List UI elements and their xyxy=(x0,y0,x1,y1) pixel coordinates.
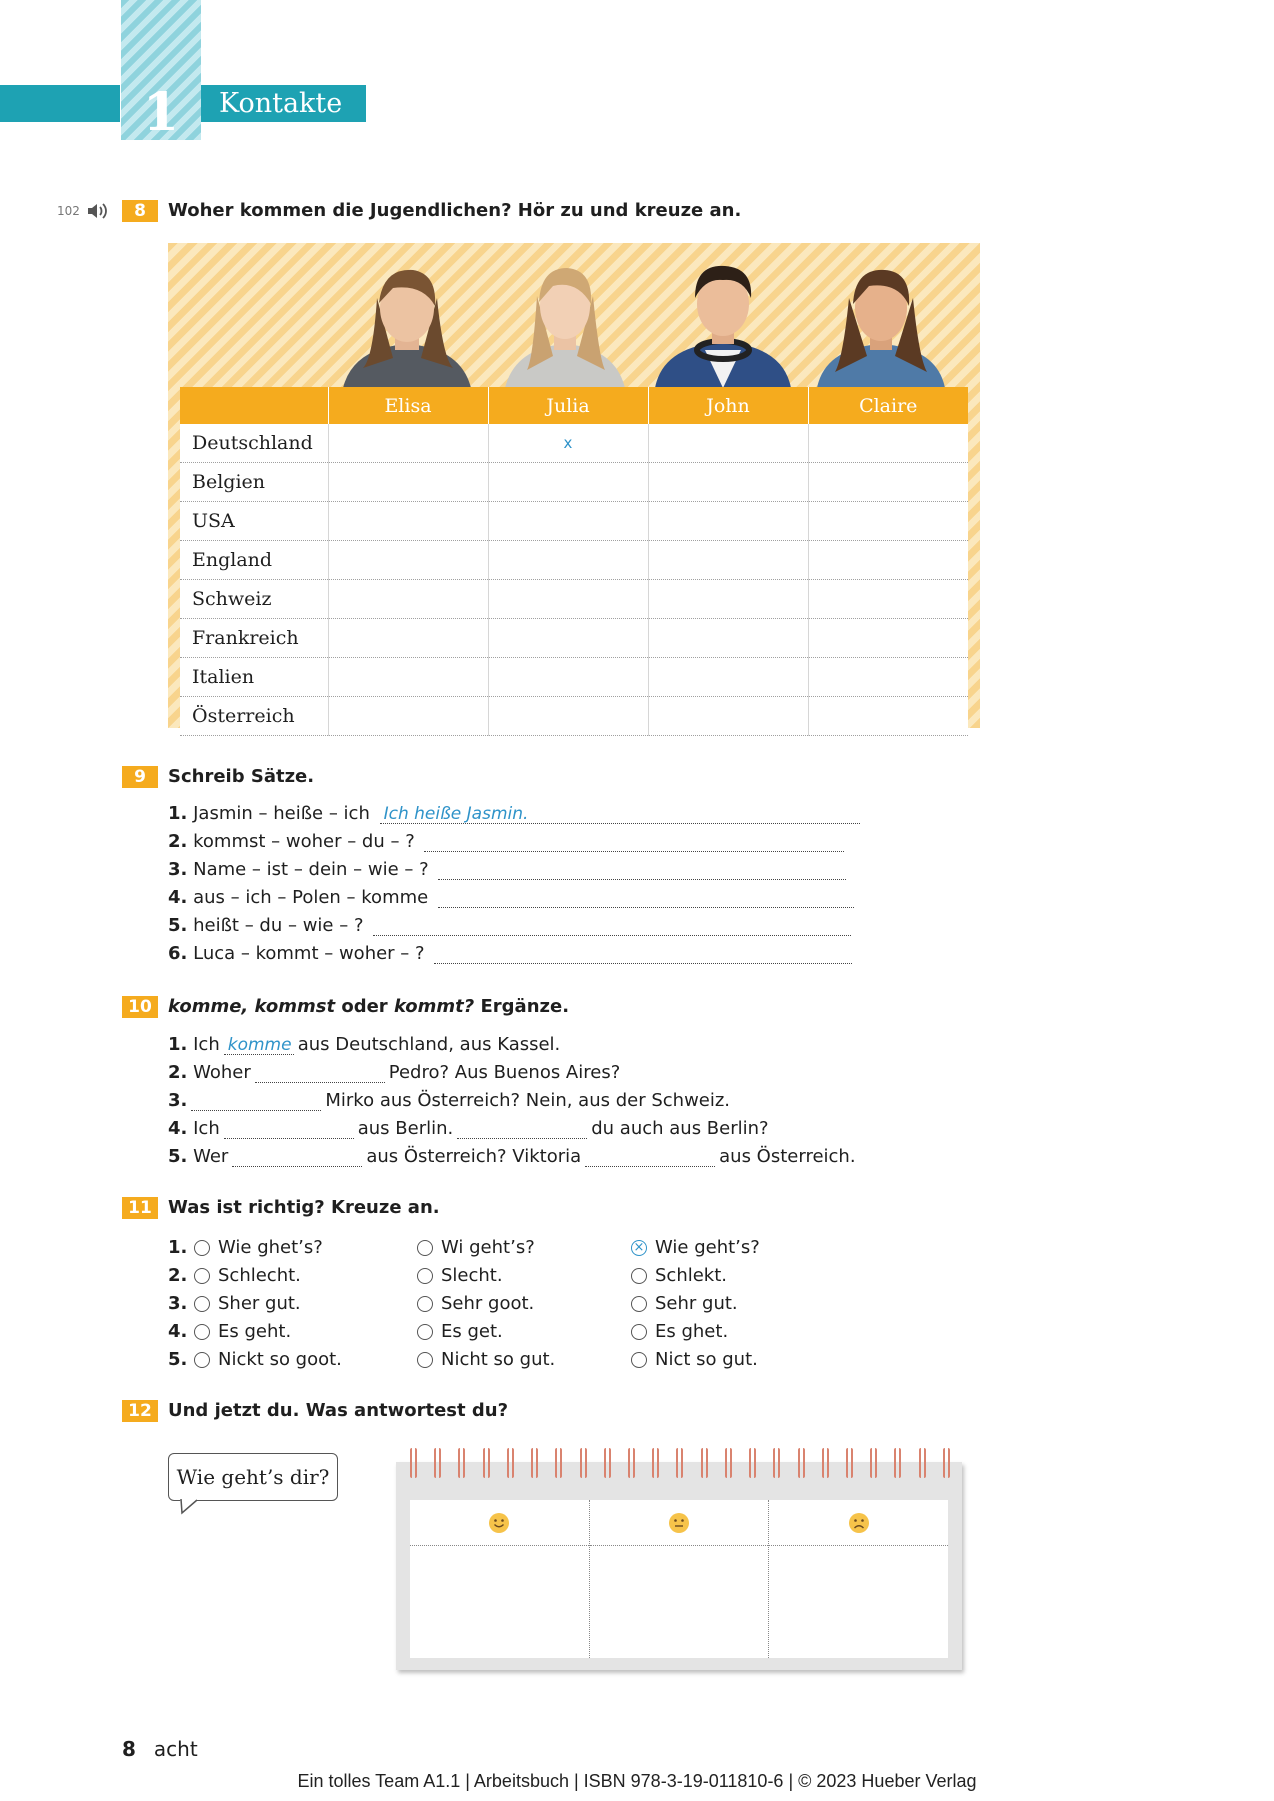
answer-line[interactable] xyxy=(424,831,844,852)
photo-julia xyxy=(491,258,639,388)
table-row xyxy=(180,541,968,580)
answer-area-happy[interactable] xyxy=(410,1546,589,1658)
item-text: aus Deutschland, aus Kassel. xyxy=(297,1034,561,1055)
radio-circle[interactable] xyxy=(417,1352,433,1368)
ex9-item xyxy=(168,915,855,936)
ex10-item xyxy=(168,1118,769,1139)
answer-cell[interactable] xyxy=(648,463,808,502)
option-label: Nickt so goot. xyxy=(218,1349,342,1370)
option[interactable] xyxy=(417,1349,555,1370)
item-number: 5. xyxy=(168,915,188,936)
table-row xyxy=(180,619,968,658)
option-label: Sher gut. xyxy=(218,1293,301,1314)
header-person: Julia xyxy=(488,387,648,424)
column-happy xyxy=(410,1500,589,1658)
item-number: 3. xyxy=(168,1090,188,1111)
item-text: Pedro? Aus Buenos Aires? xyxy=(388,1062,621,1083)
country-label: Italien xyxy=(180,658,328,697)
answer-line[interactable] xyxy=(373,915,851,936)
audio-track-number: 102 xyxy=(57,204,80,218)
item-text: aus Berlin. xyxy=(357,1118,454,1139)
answer-line[interactable] xyxy=(585,1146,715,1167)
answer-cell[interactable] xyxy=(328,502,488,541)
answer-cell[interactable] xyxy=(328,541,488,580)
item-number: 2. xyxy=(168,1062,188,1083)
ex9-item xyxy=(168,859,850,880)
item-prompt: Jasmin – heiße – ich xyxy=(193,803,370,824)
radio-circle[interactable] xyxy=(631,1296,647,1312)
item-number: 5. xyxy=(168,1349,188,1370)
answer-cell[interactable] xyxy=(648,580,808,619)
radio-circle[interactable] xyxy=(194,1324,210,1340)
answer-cell[interactable] xyxy=(648,619,808,658)
answer-cell[interactable] xyxy=(808,619,968,658)
radio-circle[interactable] xyxy=(194,1240,210,1256)
option-label: Es get. xyxy=(441,1321,503,1342)
header-empty xyxy=(180,387,328,424)
option[interactable] xyxy=(631,1265,727,1286)
table-row xyxy=(180,424,968,463)
radio-circle[interactable] xyxy=(417,1324,433,1340)
country-label: USA xyxy=(180,502,328,541)
speech-bubble-tail xyxy=(180,1499,204,1515)
item-text: Woher xyxy=(193,1062,251,1083)
answer-cell[interactable] xyxy=(648,658,808,697)
table-row xyxy=(180,502,968,541)
ex9-item xyxy=(168,887,858,908)
ex9-item xyxy=(168,943,856,964)
answer-cell[interactable] xyxy=(808,502,968,541)
option-label: Es ghet. xyxy=(655,1321,729,1342)
ex10-item xyxy=(168,1062,620,1083)
answer-cell[interactable] xyxy=(328,424,488,463)
option[interactable] xyxy=(194,1293,301,1314)
item-number: 4. xyxy=(168,887,188,908)
answer-line[interactable] xyxy=(434,943,852,964)
answer-grid xyxy=(410,1500,948,1658)
page-number xyxy=(122,1737,198,1761)
answer-cell[interactable] xyxy=(648,541,808,580)
item-number: 6. xyxy=(168,943,188,964)
ex10-item xyxy=(168,1090,730,1111)
item-text: aus Österreich. xyxy=(719,1146,856,1167)
example-answer: komme xyxy=(227,1035,292,1055)
country-label: Frankreich xyxy=(180,619,328,658)
option[interactable] xyxy=(194,1237,323,1258)
exercise-8-number: 8 xyxy=(122,200,158,222)
exercise-9-title: Schreib Sätze. xyxy=(168,766,315,787)
photo-elisa xyxy=(333,258,481,388)
answer-line[interactable] xyxy=(191,1090,321,1111)
speaker-icon xyxy=(86,202,108,220)
answer-cell[interactable] xyxy=(648,502,808,541)
radio-circle[interactable] xyxy=(417,1296,433,1312)
item-prompt: Luca – kommt – woher – ? xyxy=(193,943,425,964)
radio-circle[interactable] xyxy=(631,1324,647,1340)
title-rest: Ergänze. xyxy=(480,996,570,1017)
item-number: 4. xyxy=(168,1118,188,1139)
item-number: 5. xyxy=(168,1146,188,1167)
option[interactable] xyxy=(417,1293,534,1314)
exercise-10-number: 10 xyxy=(122,996,158,1018)
item-prompt: heißt – du – wie – ? xyxy=(193,915,364,936)
notepad-rings xyxy=(410,1448,950,1484)
answer-area-neutral[interactable] xyxy=(590,1546,769,1658)
answer-cell[interactable] xyxy=(488,619,648,658)
option[interactable] xyxy=(417,1321,503,1342)
option[interactable] xyxy=(631,1293,738,1314)
table-header-row xyxy=(180,387,968,424)
exercise-8-table xyxy=(180,387,968,736)
radio-circle[interactable] xyxy=(194,1352,210,1368)
option-label: Nicht so gut. xyxy=(441,1349,556,1370)
table-row xyxy=(180,463,968,502)
answer-cell[interactable] xyxy=(488,463,648,502)
item-number: 2. xyxy=(168,831,188,852)
option-label: Wi geht’s? xyxy=(441,1237,535,1258)
radio-circle[interactable] xyxy=(194,1268,210,1284)
happy-face-icon xyxy=(488,1512,510,1534)
option[interactable] xyxy=(417,1237,535,1258)
item-number: 1. xyxy=(168,803,188,824)
sad-face-icon xyxy=(848,1512,870,1534)
exercise-12-number: 12 xyxy=(122,1400,158,1422)
option-label: Sehr goot. xyxy=(441,1293,535,1314)
answer-cell[interactable] xyxy=(488,541,648,580)
answer-cell[interactable] xyxy=(808,658,968,697)
item-text: aus Österreich? Viktoria xyxy=(366,1146,582,1167)
answer-cell[interactable] xyxy=(328,658,488,697)
option-label: Es geht. xyxy=(218,1321,292,1342)
item-number: 4. xyxy=(168,1321,188,1342)
option-label: Slecht. xyxy=(441,1265,503,1286)
answer-line[interactable] xyxy=(438,859,846,880)
option[interactable] xyxy=(194,1321,291,1342)
item-number: 1. xyxy=(168,1237,188,1258)
example-answer: Ich heiße Jasmin. xyxy=(383,804,529,824)
ex9-item xyxy=(168,831,848,852)
radio-circle[interactable] xyxy=(417,1268,433,1284)
country-label: England xyxy=(180,541,328,580)
answer-cell[interactable] xyxy=(488,502,648,541)
answer-cell[interactable] xyxy=(648,697,808,736)
option-label: Wie ghet’s? xyxy=(218,1237,323,1258)
title-italic: komme, kommst xyxy=(168,996,336,1017)
radio-circle[interactable] xyxy=(417,1240,433,1256)
answer-line[interactable] xyxy=(224,1034,294,1055)
country-label: Deutschland xyxy=(180,424,328,463)
page-number-word: acht xyxy=(153,1737,198,1761)
answer-cell[interactable] xyxy=(328,463,488,502)
footer-credit: Ein tolles Team A1.1 | Arbeitsbuch | ISBN 978-3-19-011810-6 | © 2023 Hueber Verlag xyxy=(297,1771,977,1791)
header-person: Elisa xyxy=(328,387,488,424)
item-number: 3. xyxy=(168,1293,188,1314)
column-sad xyxy=(768,1500,948,1658)
country-label: Schweiz xyxy=(180,580,328,619)
photo-claire xyxy=(807,258,955,388)
answer-line[interactable] xyxy=(380,803,860,824)
table-row xyxy=(180,697,968,736)
ex9-item xyxy=(168,803,864,824)
country-label: Belgien xyxy=(180,463,328,502)
answer-cell[interactable] xyxy=(648,424,808,463)
item-text: du auch aus Berlin? xyxy=(591,1118,769,1139)
answer-line[interactable] xyxy=(232,1146,362,1167)
exercise-8-title: Woher kommen die Jugendlichen? Hör zu und kreuze an. xyxy=(168,200,742,221)
item-number: 3. xyxy=(168,859,188,880)
column-neutral xyxy=(589,1500,769,1658)
radio-circle-checked[interactable]: × xyxy=(631,1240,647,1256)
title-or: oder xyxy=(341,996,388,1017)
item-prompt: Name – ist – dein – wie – ? xyxy=(193,859,429,880)
title-italic-2: kommt? xyxy=(393,996,475,1017)
country-label: Österreich xyxy=(180,697,328,736)
item-number: 1. xyxy=(168,1034,188,1055)
option[interactable] xyxy=(194,1265,301,1286)
exercise-11-number: 11 xyxy=(122,1197,158,1219)
option-label: Sehr gut. xyxy=(655,1293,738,1314)
radio-circle[interactable] xyxy=(631,1352,647,1368)
option[interactable] xyxy=(194,1349,342,1370)
answer-cell-checked[interactable]: x xyxy=(488,424,648,463)
exercise-9-number: 9 xyxy=(122,766,158,788)
item-prompt: aus – ich – Polen – komme xyxy=(193,887,429,908)
answer-cell[interactable] xyxy=(808,424,968,463)
option[interactable] xyxy=(417,1265,503,1286)
header-person: Claire xyxy=(808,387,968,424)
answer-cell[interactable] xyxy=(488,697,648,736)
answer-cell[interactable] xyxy=(488,658,648,697)
answer-line[interactable] xyxy=(457,1118,587,1139)
ex10-item xyxy=(168,1034,560,1055)
table-row xyxy=(180,580,968,619)
audio-track[interactable] xyxy=(57,202,108,220)
answer-cell[interactable] xyxy=(808,541,968,580)
option-label: Schlecht. xyxy=(218,1265,301,1286)
answer-cell[interactable] xyxy=(328,619,488,658)
table-row xyxy=(180,658,968,697)
page-number-digit: 8 xyxy=(122,1737,136,1761)
photo-john xyxy=(649,258,797,388)
exercise-10-title xyxy=(168,996,569,1017)
chapter-color-bar xyxy=(0,85,120,122)
answer-area-sad[interactable] xyxy=(769,1546,948,1658)
option-label: Wie geht’s? xyxy=(655,1237,760,1258)
answer-cell[interactable] xyxy=(328,697,488,736)
answer-cell[interactable] xyxy=(808,580,968,619)
item-prompt: kommst – woher – du – ? xyxy=(193,831,415,852)
chapter-title: Kontakte xyxy=(201,85,366,122)
answer-cell[interactable] xyxy=(328,580,488,619)
radio-circle[interactable] xyxy=(631,1268,647,1284)
answer-cell[interactable] xyxy=(808,697,968,736)
item-text: Ich xyxy=(193,1118,220,1139)
answer-line[interactable] xyxy=(224,1118,354,1139)
speech-bubble: Wie geht’s dir? xyxy=(168,1453,338,1501)
item-text: Ich xyxy=(193,1034,220,1055)
answer-cell[interactable] xyxy=(808,463,968,502)
neutral-face-icon xyxy=(668,1512,690,1534)
answer-line[interactable] xyxy=(255,1062,385,1083)
answer-cell[interactable] xyxy=(488,580,648,619)
chapter-number: 1 xyxy=(142,82,180,143)
option[interactable] xyxy=(631,1349,758,1370)
option-label: Schlekt. xyxy=(655,1265,728,1286)
answer-line[interactable] xyxy=(438,887,854,908)
option-checked[interactable] xyxy=(631,1237,760,1258)
option-label: Nict so gut. xyxy=(655,1349,758,1370)
item-text: Mirko aus Österreich? Nein, aus der Schweiz. xyxy=(325,1090,731,1111)
item-number: 2. xyxy=(168,1265,188,1286)
ex10-item xyxy=(168,1146,856,1167)
item-text: Wer xyxy=(193,1146,229,1167)
radio-circle[interactable] xyxy=(194,1296,210,1312)
option[interactable] xyxy=(631,1321,728,1342)
header-person: John xyxy=(648,387,808,424)
exercise-11-title: Was ist richtig? Kreuze an. xyxy=(168,1197,440,1218)
exercise-12-title: Und jetzt du. Was antwortest du? xyxy=(168,1400,509,1421)
